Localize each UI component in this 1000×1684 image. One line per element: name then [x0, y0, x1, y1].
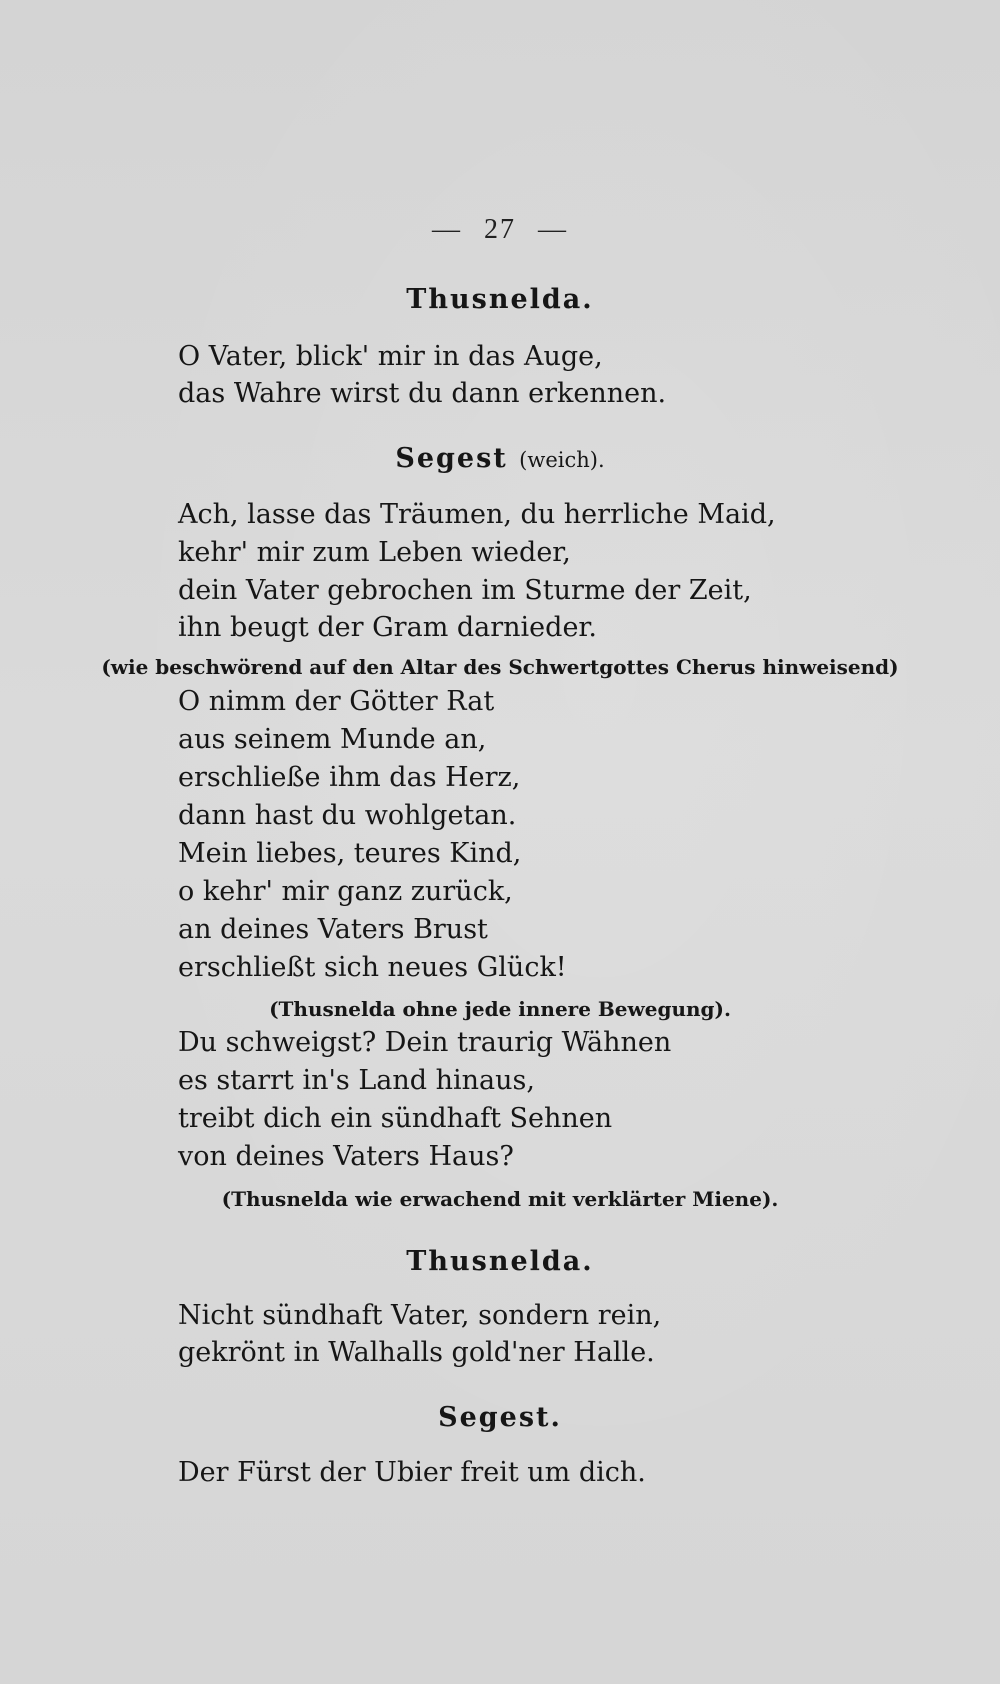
speaker-heading-thusnelda: Thusnelda.: [406, 284, 594, 315]
stage-direction: (Thusnelda ohne jede innere Bewegung).: [269, 997, 731, 1021]
speaker-direction: (weich).: [519, 448, 605, 472]
verse-line: treibt dich ein sündhaft Sehnen: [178, 1103, 613, 1134]
verse-line: aus seinem Munde an,: [178, 724, 487, 755]
speaker-heading-thusnelda: Thusnelda.: [406, 1246, 594, 1277]
verse-line: erschließt sich neues Glück!: [178, 952, 567, 983]
verse-line: Ach, lasse das Träumen, du herrliche Maid,: [178, 499, 776, 530]
verse-line: an deines Vaters Brust: [178, 914, 488, 945]
verse-line: Du schweigst? Dein traurig Wähnen: [178, 1027, 672, 1058]
speaker-heading-segest: Segest.: [438, 1402, 562, 1433]
verse-line: kehr' mir zum Leben wieder,: [178, 537, 571, 568]
speaker-name: Segest: [395, 443, 508, 474]
page-number-value: 27: [484, 214, 516, 245]
page-number-dash-right: —: [538, 214, 568, 245]
verse-line: O Vater, blick' mir in das Auge,: [178, 341, 603, 372]
verse-line: erschließe ihm das Herz,: [178, 762, 521, 793]
verse-line: dein Vater gebrochen im Sturme der Zeit,: [178, 575, 752, 606]
verse-line: das Wahre wirst du dann erkennen.: [178, 378, 667, 409]
verse-line: O nimm der Götter Rat: [178, 686, 495, 717]
verse-line: Nicht sündhaft Vater, sondern rein,: [178, 1300, 662, 1331]
verse-line: von deines Vaters Haus?: [178, 1141, 514, 1172]
verse-line: dann hast du wohlgetan.: [178, 800, 517, 831]
verse-line: Mein liebes, teures Kind,: [178, 838, 522, 869]
page-number: [0, 214, 1000, 246]
verse-line: es starrt in's Land hinaus,: [178, 1065, 535, 1096]
page-number-dash-left: —: [432, 214, 462, 245]
verse-line: Der Fürst der Ubier freit um dich.: [178, 1457, 646, 1488]
verse-line: ihn beugt der Gram darnieder.: [178, 612, 597, 643]
stage-direction: (wie beschwörend auf den Altar des Schwertgottes Cherus hinweisend): [101, 655, 899, 679]
verse-line: gekrönt in Walhalls gold'ner Halle.: [178, 1337, 655, 1368]
speaker-heading-segest: [0, 443, 1000, 476]
stage-direction: (Thusnelda wie erwachend mit verklärter Miene).: [221, 1187, 779, 1211]
verse-line: o kehr' mir ganz zurück,: [178, 876, 513, 907]
